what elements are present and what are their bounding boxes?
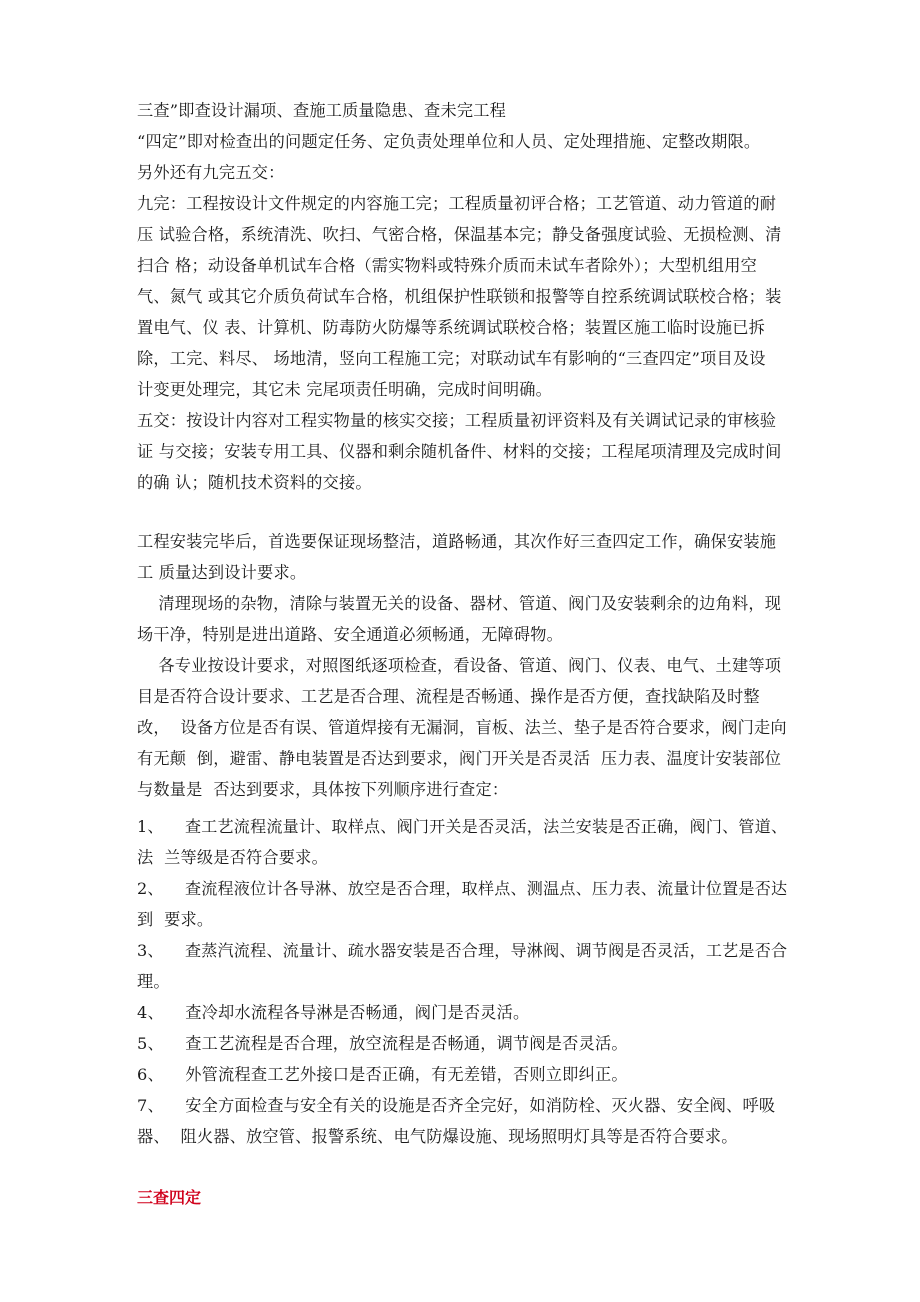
jiuwan-line: 置电气、仪 表、计算机、防毒防火防爆等系统调试联校合格；装置区施工临时设施已拆 xyxy=(137,318,766,337)
list-item-line: 到 要求。 xyxy=(137,910,214,929)
body-line: 清理现场的杂物，清除与装置无关的设备、器材、管道、阀门及安装剩余的边角料，现 xyxy=(137,594,782,613)
jiuwan-line: 九完：工程按设计文件规定的内容施工完；工程质量初评合格；工艺管道、动力管道的耐 xyxy=(137,194,777,213)
list-item-line: 3、 查蒸汽流程、流量计、疏水器安装是否合理，导淋阀、调节阀是否灵活，工艺是否合 xyxy=(137,941,788,960)
list-item-line: 器、 阻火器、放空管、报警系统、电气防爆设施、现场照明灯具等是否符合要求。 xyxy=(137,1127,738,1146)
list-item-line: 4、 查冷却水流程各导淋是否畅通，阀门是否灵活。 xyxy=(137,1003,530,1022)
jiuwan-line: 压 试验合格，系统清洗、吹扫、气密合格，保温基本完；静殳备强度试验、无损检测、清 xyxy=(137,225,782,244)
list-item-line: 5、 查工艺流程是否合理，放空流程是否畅通，调节阀是否灵活。 xyxy=(137,1034,628,1053)
body-line: 各专业按设计要求，对照图纸逐项检查，看设备、管道、阀门、仪表、电气、土建等项 xyxy=(137,656,782,675)
section-heading: 三查四定 xyxy=(137,1188,202,1207)
list-item-line: 6、 外管流程查工艺外接口是否正确，有无差错，否则立即纠正。 xyxy=(137,1065,628,1084)
intro-line: 另外还有九完五交： xyxy=(137,163,285,182)
jiuwan-line: 扫合 格；动设备单机试车合格（需实物料或特殊介质而未试车者除外）；大型机组用空 xyxy=(137,256,757,275)
jiuwan-line: 计变更处理完，其它未 完尾项责任明确，完成时间明确。 xyxy=(137,380,553,399)
intro-line: “四定”即对检查出的问题定任务、定负责处理单位和人员、定处理措施、定整改期限。 xyxy=(137,132,761,151)
body-line: 改， 设备方位是否有误、管道焊接有无漏洞，盲板、法兰、垫子是否符合要求，阀门走向 xyxy=(137,718,787,737)
list-item-line: 2、 查流程液位计各导淋、放空是否合理，取样点、测温点、压力表、流量计位置是否达 xyxy=(137,879,788,898)
list-item-line: 法 兰等级是否符合要求。 xyxy=(137,848,328,867)
jiuwan-line: 气、氮气 或其它介质负荷试车合格，机组保护性联锁和报警等自控系统调试联校合格；装 xyxy=(137,287,782,306)
body-line: 工 质量达到设计要求。 xyxy=(137,563,307,582)
body-line: 有无颠 倒，避雷、静电装置是否达到要求，阀门开关是否灵活 压力表、温度计安装部位 xyxy=(137,749,782,768)
body-line: 与数量是 否达到要求，具体按下列顺序进行查定： xyxy=(137,780,509,799)
wujiao-line: 的确 认；随机技术资料的交接。 xyxy=(137,473,372,492)
body-line: 场干净，特别是进出道路、安全通道必须畅通，无障碍物。 xyxy=(137,625,564,644)
list-item-line: 理。 xyxy=(137,972,170,991)
wujiao-line: 证 与交接；安装专用工具、仪器和剩余随机备件、材料的交接；工程尾项清理及完成时间 xyxy=(137,442,782,461)
list-item-line: 1、 查工艺流程流量计、取样点、阀门开关是否灵活，法兰安装是否正确，阀门、管道、 xyxy=(137,817,788,836)
intro-line: 三查”即查设计漏项、查施工质量隐患、查未完工程 xyxy=(137,101,506,120)
body-line: 目是否符合设计要求、工艺是否合理、流程是否畅通、操作是否方便，查找缺陷及时整 xyxy=(137,687,760,706)
body-line: 工程安装完毕后，首选要保证现场整洁，道路畅通，其次作好三查四定工作，确保安装施 xyxy=(137,532,777,551)
list-item-line: 7、 安全方面检查与安全有关的设施是否齐全完好，如消防栓、灭火器、安全阀、呼吸 xyxy=(137,1096,776,1115)
jiuwan-line: 除，工完、料尽、 场地清，竖向工程施工完；对联动试车有影响的“三查四定”项目及设 xyxy=(137,349,766,368)
wujiao-line: 五交：按设计内容对工程实物量的核实交接；工程质量初评资料及有关调试记录的审核验 xyxy=(137,411,777,430)
